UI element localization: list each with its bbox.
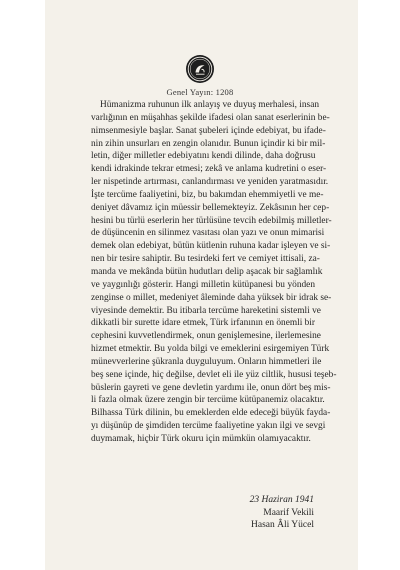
text-line: kendi idrakinde tekrar etmesi; zekâ ve anlama kudretini o eser- bbox=[91, 164, 327, 175]
text-line: yı düşünüp de şimdiden tercüme faaliyetine yakın ilgi ve sevgi bbox=[91, 421, 326, 432]
text-line: İşte tercüme faaliyetini, biz, bu bakımdan ehemmiyetli ve me- bbox=[91, 189, 324, 200]
text-line: deniyet dâvamız için müessir bellemekteyiz. Zekâsının her cep- bbox=[91, 202, 330, 213]
text-line: manda ve mekânda bütün hudutları delip aşacak bir sağlamlık bbox=[91, 266, 323, 277]
signature-title: Maarif Vekili bbox=[263, 507, 314, 518]
text-line: letin, diğer milletler edebiyatını kendi dilinde, daha doğrusu bbox=[91, 151, 316, 162]
preface-text bbox=[91, 99, 337, 446]
text-line: Hümanizma ruhunun ilk anlayış ve duyuş merhalesi, insan bbox=[100, 100, 320, 110]
signature-date: 23 Haziran 1941 bbox=[249, 495, 314, 505]
text-line: de düşüncenin en silinmez vasıtası olan yazı ve onun mimarisi bbox=[91, 228, 325, 239]
text-line: Bilhassa Türk dilinin, bu emeklerden elde edeceği büyük fayda- bbox=[91, 408, 331, 419]
text-line: ve yaygınlığı gösterir. Hangi milletin kütüpanesi bu yönden bbox=[91, 279, 315, 290]
text-line: li fazla olmak üzere zengin bir tercüme kütüpanemiz olacaktır. bbox=[91, 395, 325, 406]
text-line: hesini bu türlü eserlerin her türlüsüne tevcih edebilmiş milletler- bbox=[91, 215, 332, 226]
text-line: büslerin gayreti ve gene devletin yardımı ile, onun dört beş mis- bbox=[91, 382, 331, 393]
text-line: demek olan edebiyat, bütün kütlenin ruhuna kadar işleyen ve si- bbox=[91, 241, 331, 252]
text-line: zenginse o millet, medeniyet âleminde daha yüksek bir idrak se- bbox=[91, 292, 332, 303]
text-line: varlığının en müşahhas şekilde ifadesi olan sanat eserlerinin be- bbox=[91, 112, 330, 123]
publisher-seal-icon bbox=[185, 54, 215, 84]
text-line: hizmet etmektir. Bu yolda bilgi ve emeklerini esirgemiyen Türk bbox=[91, 344, 330, 355]
text-line: duymamak, hiçbir Türk okuru için mümkün olamıyacaktır. bbox=[91, 433, 311, 444]
text-line: münevverlerine şükranla duyguluyum. Onların himmetleri ile bbox=[91, 356, 322, 367]
text-line: cephesini kuvvetlendirmek, onun genişlemesine, ilerlemesine bbox=[91, 331, 321, 342]
series-number: Genel Yayın: 1208 bbox=[166, 87, 234, 97]
text-line: dikkatli bir surette idare etmek, Türk irfanının en önemli bir bbox=[91, 318, 316, 329]
text-line: nimsenmesiyle başlar. Sanat şubeleri içinde edebiyat, bu ifade- bbox=[91, 125, 326, 136]
signature-name: Hasan Âli Yücel bbox=[251, 520, 314, 531]
text-line: beş sene içinde, hiç değilse, devlet eli ile yüz ciltlik, hususi teşeb- bbox=[91, 369, 337, 380]
text-line: nen bir tesire sahiptir. Bu tesirdeki fert ve cemiyet ittisali, za- bbox=[91, 254, 320, 265]
text-line: viyesinde demektir. Bu itibarla tercüme hareketini sistemli ve bbox=[91, 305, 321, 316]
text-line: nin zihin unsurları en zengin olanıdır. Bunun içindir ki bir mil- bbox=[91, 138, 326, 149]
text-line: ler nispetinde artırması, canlandırması ve yeniden yaratmasıdır. bbox=[91, 177, 329, 188]
signature-block bbox=[250, 494, 314, 532]
